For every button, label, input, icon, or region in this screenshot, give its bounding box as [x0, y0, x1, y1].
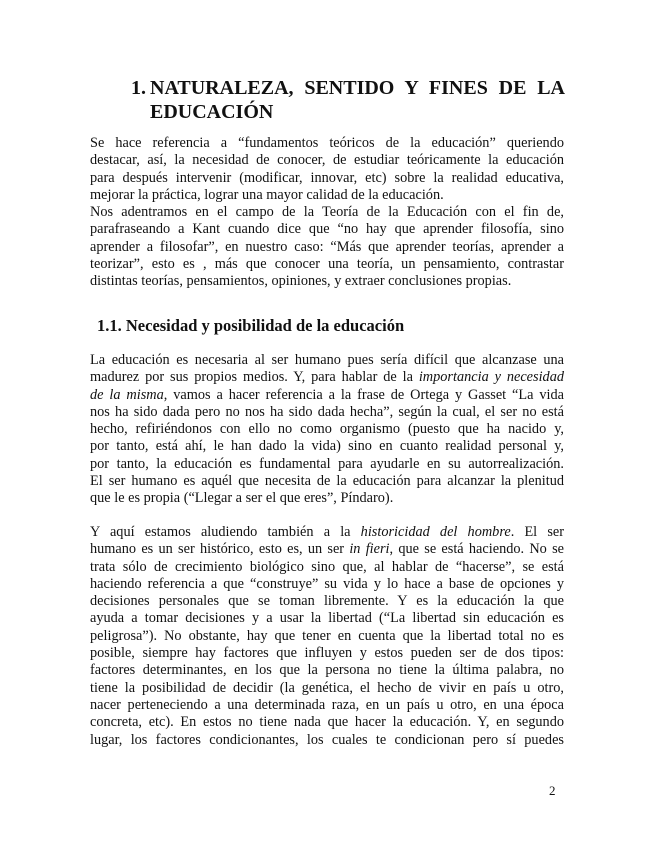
text-line: concreta, etc). En estos no tiene nada que hacer la educación. Y, en segundo: [90, 714, 564, 731]
text-line: factores determinantes, en los que la persona no tiene la última palabra, no: [90, 662, 564, 679]
text-line: Y aquí estamos aludiendo también a la historicidad del hombre. El ser: [90, 524, 564, 540]
text-line: posible, siempre hay factores que influyen y estos pueden ser de dos tipos:: [90, 645, 564, 662]
text-line: La educación es necesaria al ser humano pues sería difícil que alcanzase una: [90, 352, 564, 368]
text-line: humano es un ser histórico, esto es, un ser in fieri, que se está haciendo. No se: [90, 541, 564, 558]
text-line: de la misma, vamos a hacer referencia a la frase de Ortega y Gasset “La vida: [90, 386, 564, 403]
emphasis: in fieri: [349, 541, 390, 558]
text-line: nacer perteneciendo a una determinada raza, en un país u otro, en una época: [90, 696, 564, 713]
text-line: Se hace referencia a “fundamentos teóricos de la educación” queriendo: [90, 135, 564, 151]
text-line: peligrosa”). No obstante, hay que tener en cuenta que la libertad total no es: [90, 627, 564, 644]
text-line: aprender a filosofar”, en nuestro caso: “Más que aprender teorías, aprender a: [90, 238, 564, 255]
chapter-title-line-2: EDUCACIÓN: [150, 101, 274, 123]
paragraph-historicidad: [90, 524, 564, 749]
text-line: Nos adentramos en el campo de la Teoría de la Educación con el fin de,: [90, 204, 564, 221]
paragraph-necesidad: [90, 352, 564, 508]
text-line: hecho, refiriéndonos con ello no como organismo (puesto que ha nacido y,: [90, 421, 564, 438]
section-heading: 1.1. Necesidad y posibilidad de la educación: [97, 316, 405, 335]
text-line: madurez por sus propios medios. Y, para hablar de la importancia y necesidad: [90, 369, 565, 386]
text-line: trata sólo de crecimiento biológico sino que, al hablar de “hacerse”, se está: [90, 558, 564, 575]
chapter-title-line-1: NATURALEZA, SENTIDO Y FINES DE LA: [150, 77, 565, 99]
text-line: mejorar la práctica, lograr una mayor calidad de la educación.: [90, 186, 444, 203]
text-line: ayuda a tomar decisiones y a usar la libertad (“La libertad sin educación es: [90, 610, 564, 627]
text-line: tiene la posibilidad de decidir (la genética, el hecho de vivir en país u otro,: [90, 679, 564, 696]
page-number: 2: [549, 783, 556, 798]
chapter-heading: [131, 76, 565, 124]
emphasis: historicidad del hombre: [360, 524, 511, 540]
text-line: haciendo referencia a que “construye” su vida y lo hace a base de opciones y: [90, 575, 564, 592]
text-line: El ser humano es aquél que necesita de la educación para alcanzar la plenitud: [90, 473, 564, 490]
text-line: por tanto, la educación es fundamental para ayudarle en su autorrealización.: [90, 455, 564, 472]
text-line: para después intervenir (modificar, innovar, etc) sobre la realidad educativa,: [90, 169, 564, 186]
chapter-number: 1.: [131, 77, 146, 99]
text-line: distintas teorías, pensamientos, opiniones, y extraer conclusiones propias.: [90, 273, 512, 290]
text-line: parafraseando a Kant cuando dice que “no hay que aprender filosofía, sino: [90, 221, 564, 238]
text-line: decisiones personales que se toman libremente. Y es la educación la que: [90, 593, 564, 610]
text-line: destacar, así, la necesidad de conocer, de estudiar teóricamente la educación: [90, 152, 564, 169]
emphasis: de la misma: [90, 386, 164, 403]
text-line: por tanto, está ahí, le han dado la vida) sino en cuanto realidad personal y,: [90, 438, 564, 455]
text-line: nos ha sido dada pero no nos ha sido dada hecha”, según la cual, el ser no está: [90, 403, 564, 420]
emphasis: importancia y necesidad: [418, 369, 565, 386]
text-line: teorizar”, esto es , más que conocer una teoría, un pensamiento, contrastar: [90, 256, 564, 273]
text-line: que le es propia (“Llegar a ser el que eres”, Píndaro).: [90, 490, 394, 507]
text-line: lugar, los factores condicionantes, los cuales te condicionan pero sí puedes: [90, 731, 564, 748]
intro-paragraph: [90, 135, 564, 291]
